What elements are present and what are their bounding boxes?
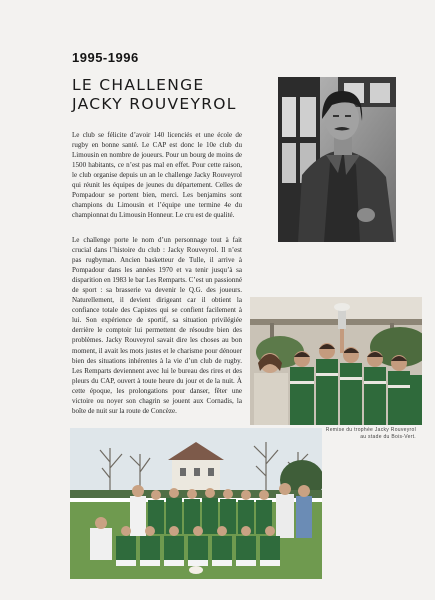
title-line-2: JACKY ROUVEYROL (72, 95, 237, 113)
body-paragraph-1: Le club se félicite d’avoir 140 licenciés et une école de rugby en bonne santé. Le CAP est donc le 10e club du Limousin en nombre de joueurs. Pour un bourg de moins de 1500 habitants, ce n’est pas mal en effet. Pour cette raison, le club organise depuis un an le challenge Jacky Rouveyrol qui réunit les équipes de jeunes du département. Celles de Pompadour se portent bien, merci. Les benjamins sont champions du Limousin et l’équipe une termine 4e du championnat du Limousin Honneur. Le cru est de qualité. (72, 131, 242, 220)
team-photo (70, 428, 322, 579)
page-title (72, 76, 237, 114)
season-heading: 1995-1996 (72, 50, 139, 65)
portrait-photo (278, 77, 396, 242)
portrait-photo-image (278, 77, 396, 242)
caption-line-2: au stade du Bois-Vert. (360, 434, 416, 440)
trophy-ceremony-image (250, 297, 422, 425)
title-line-1: LE CHALLENGE (72, 76, 205, 94)
caption-line-1: Remise du trophée Jacky Rouveyrol (325, 427, 416, 433)
trophy-ceremony-photo (250, 297, 422, 425)
body-paragraph-2: Le challenge porte le nom d’un personnage tout à fait crucial dans l’histoire du club : Jacky Rouveyrol. Il n’est pas rugbyman. Ancien basketteur de Tulle, il arrive à Pompadour dans les années 1970 et va tenir jusqu’à sa disparition en 1983 le bar Les Remparts. C’est un passionné de sport : sa brasserie va devenir le Q.G. des joueurs. Naturellement, il devient dirigeant car il obtient la confiance totale des Capistes qui se confient facilement à lui. Son expérience de sportif, sa situation privilégiée derrière le comptoir lui permettent de résoudre bien des problèmes. Jacky Rouveyrol savait dire les choses au bon moment, il avait les mots justes et le charisme pour dénouer bien des situations inhérentes à la vie d’un club de rugby. Les Remparts deviennent avec lui le bureau des rires et des pleurs du CAP, ouvert à toute heure du jour et de la nuit. À cette époque, les prolongations pour danser, fêter une victoire ou noyer son chagrin se jouent aux Cornadis, la boîte de nuit sur la route de Concèze. (72, 236, 242, 415)
team-photo-image (70, 428, 322, 579)
photo-caption (324, 427, 416, 441)
